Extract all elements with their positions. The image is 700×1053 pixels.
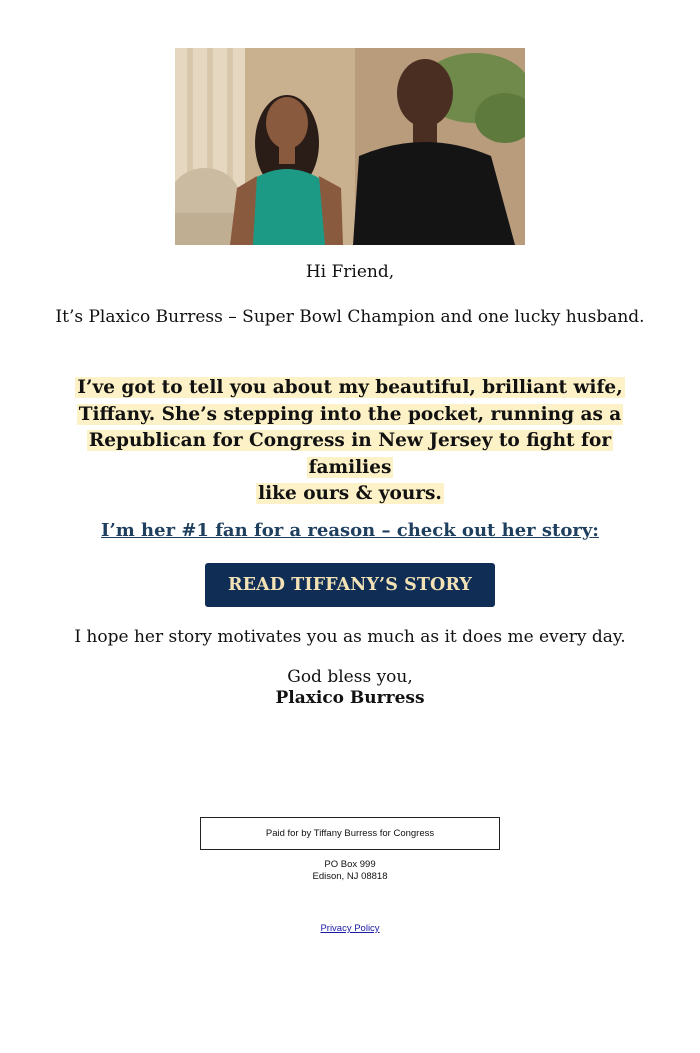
signature-name: Plaxico Burress xyxy=(275,688,425,708)
highlight-line-2: Tiffany. She’s stepping into the pocket, running as a xyxy=(78,403,622,425)
story-link[interactable]: I’m her #1 fan for a reason – check out her story: xyxy=(101,520,599,541)
signoff-block xyxy=(0,667,700,709)
address-line-2: Edison, NJ 08818 xyxy=(312,870,388,882)
mailing-address xyxy=(0,859,700,882)
paid-for-disclaimer xyxy=(200,817,500,850)
signoff-text: God bless you, xyxy=(287,667,413,687)
paid-for-text: Paid for by Tiffany Burress for Congress xyxy=(265,828,435,839)
highlight-line-3: Republican for Congress in New Jersey to fight for families xyxy=(88,430,612,478)
read-story-button[interactable]: READ TIFFANY’S STORY xyxy=(205,563,495,607)
closing-text: I hope her story motivates you as much as it does me every day. xyxy=(74,627,626,647)
highlight-line-1: I’ve got to tell you about my beautiful, brilliant wife, xyxy=(77,377,623,398)
privacy-container xyxy=(0,923,700,934)
highlight-line-4: like ours & yours. xyxy=(258,483,442,504)
story-link-container xyxy=(0,520,700,541)
address-line-1: PO Box 999 xyxy=(324,859,376,870)
hero-photo xyxy=(175,48,525,245)
greeting-text: Hi Friend, xyxy=(305,262,395,282)
privacy-policy-link[interactable]: Privacy Policy xyxy=(320,923,380,934)
intro-text: It’s Plaxico Burress – Super Bowl Champion and one lucky husband. xyxy=(55,307,645,327)
highlight-paragraph xyxy=(50,375,650,508)
couple-photo-illustration xyxy=(175,48,525,245)
